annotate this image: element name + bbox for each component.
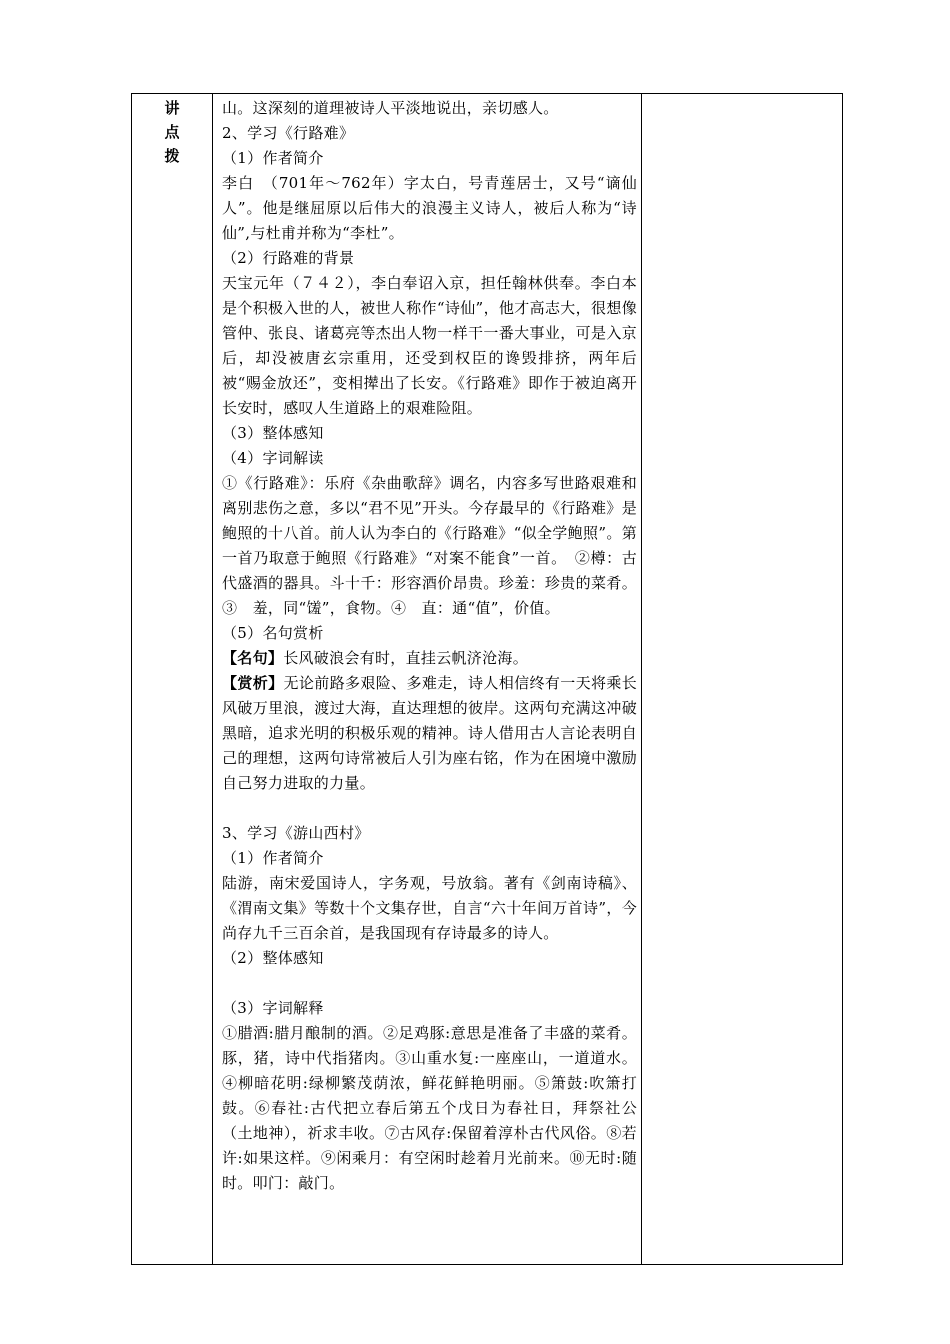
intro-line: 山。这深刻的道理被诗人平淡地说出，亲切感人。 [222, 99, 559, 117]
section2-overall-heading: （3）整体感知 [222, 424, 324, 442]
section-label [132, 94, 212, 168]
appreciation-label: 【赏析】 [222, 674, 284, 692]
section2-author-text: 李白 （701年～762年）字太白，号青莲居士，又号“谪仙人”。他是继屈原以后伟大的浪漫主义诗人，被后人称为“诗仙”,与杜甫并称为“李杜”。 [222, 174, 637, 242]
section3-author-text: 陆游，南宋爱国诗人，字务观，号放翁。著有《剑南诗稿》、《渭南文集》等数十个文集存世，自言“六十年间万首诗”，今尚存九千三百余首，是我国现有存诗最多的诗人。 [222, 874, 637, 942]
section3-words-text: ①腊酒:腊月酿制的酒。②足鸡豚:意思是准备了丰盛的菜肴。豚，猪，诗中代指猪肉。③山重水复:一座座山，一道道水。④柳暗花明:绿柳繁茂荫浓，鲜花鲜艳明丽。⑤箫鼓:吹箫打鼓。⑥春社:古代把立春后第五个戊日为春社日，拜祭社公（土地神），祈求丰收。⑦古风存:保留着淳朴古代风俗。⑧若许:如果这样。⑨闲乘月：有空闲时趁着月光前来。⑩无时:随时。叩门：敲门。 [222, 1024, 637, 1192]
content-body [213, 94, 641, 1196]
label-char: 拨 [164, 147, 180, 165]
spacer [222, 796, 637, 821]
famous-text: 长风破浪会有时，直挂云帆济沧海。 [283, 649, 529, 667]
appreciation [222, 671, 637, 796]
section3-overall-heading: （2）整体感知 [222, 949, 324, 967]
famous-quote [222, 646, 637, 671]
lesson-row [132, 94, 843, 1265]
section2-author-heading: （1）作者简介 [222, 149, 324, 167]
section2-famous-heading: （5）名句赏析 [222, 624, 324, 642]
spacer [222, 971, 637, 996]
section3-author-heading: （1）作者简介 [222, 849, 324, 867]
section2-heading: 2、学习《行路难》 [222, 124, 355, 142]
label-char: 点 [164, 123, 180, 141]
appreciation-text: 无论前路多艰险、多难走，诗人相信终有一天将乘长风破万里浪，渡过大海，直达理想的彼岸。这两句充满这冲破黑暗，追求光明的积极乐观的精神。诗人借用古人言论表明自己的理想，这两句诗常被后人引为座右铭，作为在困境中激励自己努力进取的力量。 [222, 674, 638, 792]
famous-label: 【名句】 [222, 649, 284, 667]
section2-background-heading: （2）行路难的背景 [222, 249, 355, 267]
section2-words-heading: （4）字词解读 [222, 449, 324, 467]
section2-background-text: 天宝元年（７４２），李白奉诏入京，担任翰林供奉。李白本是个积极入世的人，被世人称作“诗仙”，他才高志大，很想像管仲、张良、诸葛亮等杰出人物一样干一番大事业，可是入京后，却没被唐玄宗重用，还受到权臣的谗毁排挤，两年后被“赐金放还”，变相撵出了长安。《行路难》即作于被迫离开长安时，感叹人生道路上的艰难险阻。 [222, 274, 637, 417]
label-char: 讲 [164, 99, 180, 117]
notes-cell [642, 94, 843, 1265]
section2-words-text: ①《行路难》：乐府《杂曲歌辞》调名，内容多写世路艰难和离别悲伤之意，多以“君不见”开头。今存最早的《行路难》是鲍照的十八首。前人认为李白的《行路难》“似全学鲍照”。第一首乃取意于鲍照《行路难》“对案不能食”一首。 ②樽：古代盛酒的器具。斗十千：形容酒价昂贵。珍羞：珍贵的菜肴。③ 羞，同“馐”，食物。④ 直：通“值”，价值。 [222, 474, 637, 617]
lesson-table [131, 93, 843, 1265]
label-cell [132, 94, 213, 1265]
section3-heading: 3、学习《游山西村》 [222, 824, 370, 842]
section3-words-heading: （3）字词解释 [222, 999, 324, 1017]
content-cell [213, 94, 642, 1265]
